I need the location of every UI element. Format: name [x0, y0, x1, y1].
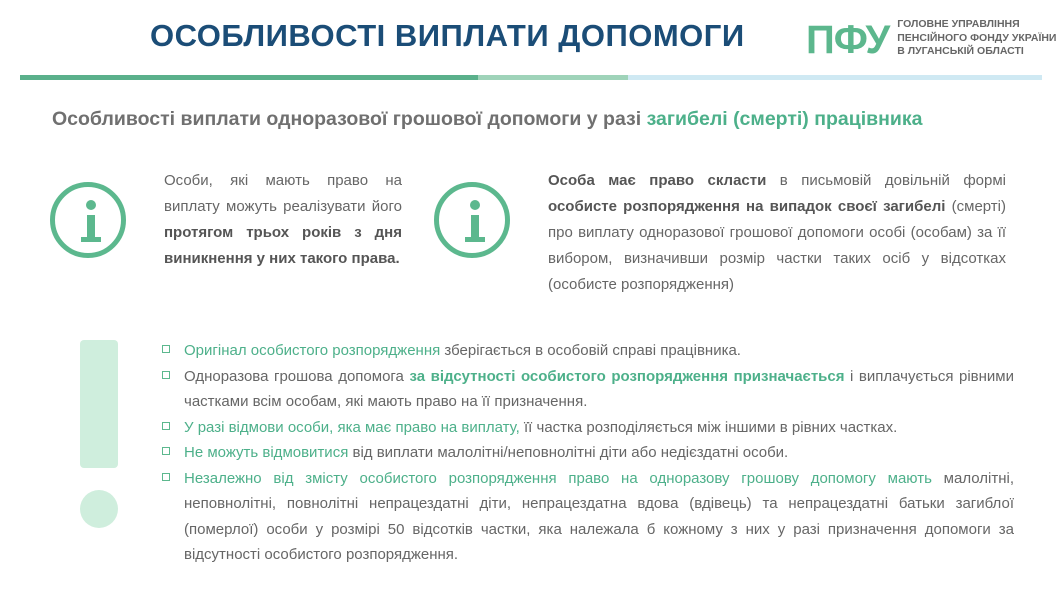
logo-mark: ПФУ [806, 18, 890, 62]
right-info-text [548, 168, 1006, 298]
right-info-part2: в письмовій довільній формі [766, 172, 1007, 189]
logo-line-1: ГОЛОВНЕ УПРАВЛІННЯ [897, 18, 1020, 30]
exclamation-dot [80, 490, 118, 528]
subtitle-accent: загибелі (смерті) працівника [646, 108, 923, 130]
square-bullet-icon [162, 473, 170, 481]
bullet-accent: за відсутності особистого розпорядження призначається [409, 367, 845, 385]
left-info-text [164, 168, 402, 272]
notes-list [162, 338, 1014, 568]
bullet-accent: У разі відмови особи, яка має право на виплату, [184, 418, 520, 436]
right-info-bold2: особисте розпорядження на випадок своєї загибелі [548, 198, 946, 215]
left-info-bold: протягом трьох років з дня виникнення у них такого права. [164, 224, 402, 267]
bullet-text: від виплати малолітні/неповнолітні діти або недієздатні особи. [348, 444, 789, 461]
header-rule-dark [20, 75, 478, 80]
subtitle-plain: Особливості виплати одноразової грошової допомоги у разі [52, 108, 647, 130]
list-item [162, 338, 1014, 364]
left-info-part1: Особи, які мають право на виплату можуть реалізувати його [164, 172, 402, 215]
section-subtitle [52, 108, 1032, 131]
bullet-text: малолітні, неповнолітні, повнолітні непрацездатні діти, непрацездатна вдова (вдівець) та непрацездатні батьки загиблої (померлої) особи у розмірі 50 відсотків частки, яка належала б кожному з них у разі призначення допомоги за відсутності особистого розпорядження. [184, 469, 1015, 563]
bullet-accent: Не можуть відмовитися [184, 444, 349, 461]
bullet-accent: Незалежно від змісту особистого розпорядження право на одноразову грошову допомогу мають [184, 469, 932, 487]
list-item [162, 415, 1014, 441]
logo-caption [897, 18, 1056, 59]
logo-line-3: В ЛУГАНСЬКІЙ ОБЛАСТІ [897, 45, 1024, 57]
bullet-text: її частка розподіляється між іншими в рівних частках. [519, 418, 898, 436]
bullet-text: зберігається в особовій справі працівника. [440, 342, 741, 359]
exclamation-icon [80, 340, 118, 468]
list-item [162, 440, 1014, 466]
page-title: ОСОБЛИВОСТІ ВИПЛАТИ ДОПОМОГИ [150, 18, 745, 53]
info-icon [50, 182, 126, 258]
bullet-accent: Оригінал особистого розпорядження [184, 342, 441, 359]
bullet-pre: Одноразова грошова допомога [184, 367, 410, 385]
square-bullet-icon [162, 371, 170, 379]
header-rule-mid [478, 75, 628, 80]
square-bullet-icon [162, 422, 170, 430]
header-rule-light [628, 75, 1042, 80]
right-info-bold1: Особа має право скласти [548, 172, 767, 189]
square-bullet-icon [162, 447, 170, 455]
bullet-text: і виплачується рівними частками всім особам, які мають право на її призначення. [184, 367, 1014, 410]
logo-line-2: ПЕНСІЙНОГО ФОНДУ УКРАЇНИ [897, 31, 1057, 44]
list-item [162, 466, 1014, 568]
list-item [162, 364, 1014, 415]
info-icon [434, 182, 510, 258]
right-info-part3: (смерті) про виплату одноразової грошової допомоги особі (особам) за її вибором, визначивши розмір частки таких осіб у відсотках (особисте розпорядження) [548, 198, 1006, 293]
square-bullet-icon [162, 345, 170, 353]
pfu-logo [806, 16, 1056, 64]
